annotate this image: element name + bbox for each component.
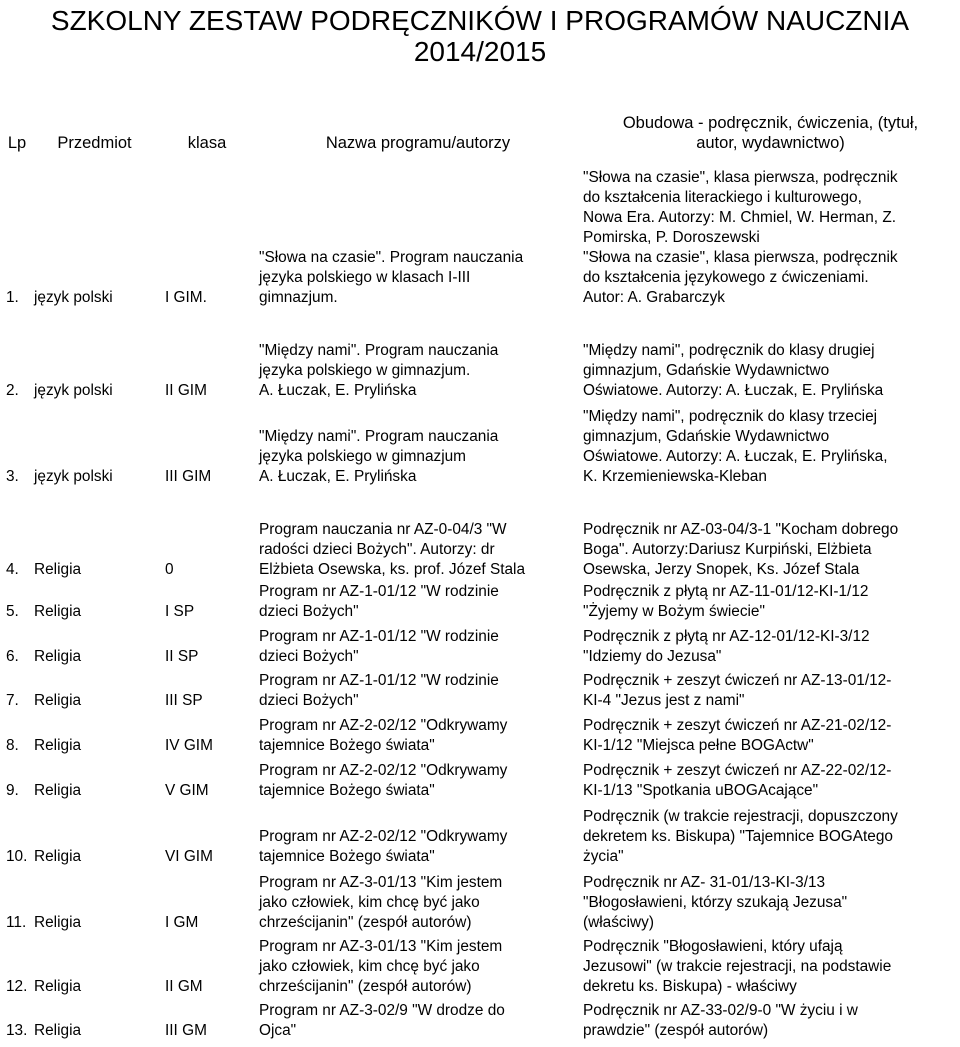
cell-klasa: I GIM.: [165, 289, 207, 306]
cell-program: "Między nami". Program nauczania języka polskiego w gimnazjum A. Łuczak, E. Prylińska: [259, 428, 499, 485]
table-row: [0, 401, 960, 487]
cell-przedmiot: Religia: [34, 782, 82, 799]
cell-lp: 3.: [6, 468, 19, 485]
cell-obudowa: "Słowa na czasie", klasa pierwsza, podręcznik do kształcenia literackiego i kulturowego, Nowa Era. Autorzy: M. Chmiel, W. Herman, Z. Pomirska, P. Doroszewski "Słowa na czasie", klasa pierwsza, podręcznik do kształcenia językowego z ćwiczeniami. Autor: A. Grabarczyk: [583, 169, 898, 306]
cell-klasa: II GIM: [165, 382, 207, 399]
cell-program: Program nr AZ-2-02/12 "Odkrywamy tajemnice Bożego świata": [259, 717, 508, 754]
cell-klasa: I SP: [165, 603, 195, 620]
cell-klasa: II SP: [165, 648, 199, 665]
table-row: [0, 622, 960, 667]
cell-przedmiot: Religia: [34, 692, 82, 709]
cell-klasa: V GIM: [165, 782, 209, 799]
cell-lp: 10.: [6, 848, 28, 865]
cell-przedmiot: Religia: [34, 1022, 82, 1039]
cell-program: "Słowa na czasie". Program nauczania języka polskiego w klasach I-III gimnazjum.: [259, 249, 524, 306]
cell-przedmiot: język polski: [34, 382, 113, 399]
cell-lp: 4.: [6, 561, 19, 578]
cell-obudowa: Podręcznik z płytą nr AZ-11-01/12-KI-1/12 "Żyjemy w Bożym świecie": [583, 583, 869, 620]
table-row: [0, 667, 960, 711]
cell-klasa: I GM: [165, 914, 199, 931]
table-row: [0, 933, 960, 997]
cell-program: Program nr AZ-1-01/12 "W rodzinie dzieci Bożych": [259, 672, 499, 709]
cell-obudowa: "Między nami", podręcznik do klasy trzeciej gimnazjum, Gdańskie Wydawnictwo Oświatowe. Autorzy: A. Łuczak, E. Prylińska, K. Krzemieniewska-Kleban: [583, 408, 888, 485]
cell-lp: 9.: [6, 782, 19, 799]
document-title: SZKOLNY ZESTAW PODRĘCZNIKÓW I PROGRAMÓW NAUCZNIA: [50, 5, 910, 36]
cell-lp: 7.: [6, 692, 19, 709]
cell-przedmiot: Religia: [34, 561, 82, 578]
table-row: [0, 867, 960, 933]
textbook-table: [0, 105, 960, 1041]
header-program: Nazwa programu/autorzy: [325, 134, 511, 152]
cell-program: Program nr AZ-3-01/13 "Kim jestem jako człowiek, kim chcę być jako chrześcijanin" (zespół autorów): [259, 874, 503, 931]
cell-lp: 12.: [6, 978, 28, 995]
cell-klasa: III GM: [165, 1022, 207, 1039]
cell-przedmiot: Religia: [34, 848, 82, 865]
cell-lp: 6.: [6, 648, 19, 665]
cell-program: "Między nami". Program nauczania języka polskiego w gimnazjum. A. Łuczak, E. Prylińska: [259, 342, 499, 399]
cell-obudowa: Podręcznik + zeszyt ćwiczeń nr AZ-22-02/12- KI-1/13 "Spotkania uBOGAcające": [583, 762, 892, 799]
cell-klasa: VI GIM: [165, 848, 213, 865]
cell-lp: 5.: [6, 603, 19, 620]
table-row: [0, 756, 960, 801]
cell-klasa: 0: [165, 561, 174, 578]
cell-program: Program nr AZ-3-02/9 "W drodze do Ojca": [259, 1002, 505, 1039]
cell-program: Program nr AZ-1-01/12 "W rodzinie dzieci Bożych": [259, 628, 499, 665]
cell-lp: 8.: [6, 737, 19, 754]
cell-lp: 13.: [6, 1022, 28, 1039]
cell-przedmiot: Religia: [34, 737, 82, 754]
cell-obudowa: Podręcznik nr AZ-33-02/9-0 "W życiu i w prawdzie" (zespół autorów): [583, 1002, 858, 1039]
header-klasa: klasa: [187, 134, 227, 152]
cell-przedmiot: Religia: [34, 914, 82, 931]
table-header-row: [0, 105, 960, 153]
cell-przedmiot: język polski: [34, 289, 113, 306]
cell-obudowa: Podręcznik nr AZ-03-04/3-1 "Kocham dobrego Boga". Autorzy:Dariusz Kurpiński, Elżbieta Osewska, Jerzy Snopek, Ks. Józef Stala: [583, 521, 899, 578]
table-row: [0, 801, 960, 867]
table-row: [0, 153, 960, 308]
table-row: [0, 997, 960, 1041]
cell-obudowa: Podręcznik "Błogosławieni, który ufają Jezusowi" (w trakcie rejestracji, na podstawie dekretu ks. Biskupa) - właściwy: [583, 938, 892, 995]
cell-klasa: IV GIM: [165, 737, 213, 754]
cell-obudowa: Podręcznik (w trakcie rejestracji, dopuszczony dekretem ks. Biskupa) "Tajemnice BOGAtego życia": [583, 808, 898, 865]
cell-program: Program nauczania nr AZ-0-04/3 "W radości dzieci Bożych". Autorzy: dr Elżbieta Osewska, ks. prof. Józef Stala: [259, 521, 526, 578]
cell-przedmiot: Religia: [34, 978, 82, 995]
table-row: [0, 308, 960, 401]
table-row: [0, 580, 960, 622]
header-obudowa: Obudowa - podręcznik, ćwiczenia, (tytuł, autor, wydawnictwo): [622, 114, 919, 152]
cell-obudowa: Podręcznik nr AZ- 31-01/13-KI-3/13 "Błogosławieni, którzy szukają Jezusa" (właściwy): [583, 874, 848, 931]
cell-program: Program nr AZ-3-01/13 "Kim jestem jako człowiek, kim chcę być jako chrześcijanin" (zespół autorów): [259, 938, 503, 995]
cell-lp: 2.: [6, 382, 19, 399]
cell-obudowa: Podręcznik z płytą nr AZ-12-01/12-KI-3/12 "Idziemy do Jezusa": [583, 628, 870, 665]
cell-obudowa: Podręcznik + zeszyt ćwiczeń nr AZ-21-02/12- KI-1/12 "Miejsca pełne BOGActw": [583, 717, 892, 754]
document-year: 2014/2015: [413, 36, 547, 67]
cell-program: Program nr AZ-2-02/12 "Odkrywamy tajemnice Bożego świata": [259, 828, 508, 865]
cell-przedmiot: Religia: [34, 648, 82, 665]
cell-lp: 11.: [6, 914, 27, 931]
table-row: [0, 711, 960, 756]
cell-program: Program nr AZ-2-02/12 "Odkrywamy tajemnice Bożego świata": [259, 762, 508, 799]
cell-klasa: III SP: [165, 692, 203, 709]
cell-obudowa: "Między nami", podręcznik do klasy drugiej gimnazjum, Gdańskie Wydawnictwo Oświatowe. Autorzy: A. Łuczak, E. Prylińska: [583, 342, 884, 399]
cell-klasa: III GIM: [165, 468, 212, 485]
header-przedmiot: Przedmiot: [57, 134, 132, 152]
header-lp: Lp: [7, 134, 27, 152]
cell-przedmiot: Religia: [34, 603, 82, 620]
cell-przedmiot: język polski: [34, 468, 113, 485]
cell-obudowa: Podręcznik + zeszyt ćwiczeń nr AZ-13-01/12- KI-4 "Jezus jest z nami": [583, 672, 892, 709]
cell-program: Program nr AZ-1-01/12 "W rodzinie dzieci Bożych": [259, 583, 499, 620]
cell-klasa: II GM: [165, 978, 203, 995]
table-row: [0, 487, 960, 580]
cell-lp: 1.: [6, 289, 19, 306]
